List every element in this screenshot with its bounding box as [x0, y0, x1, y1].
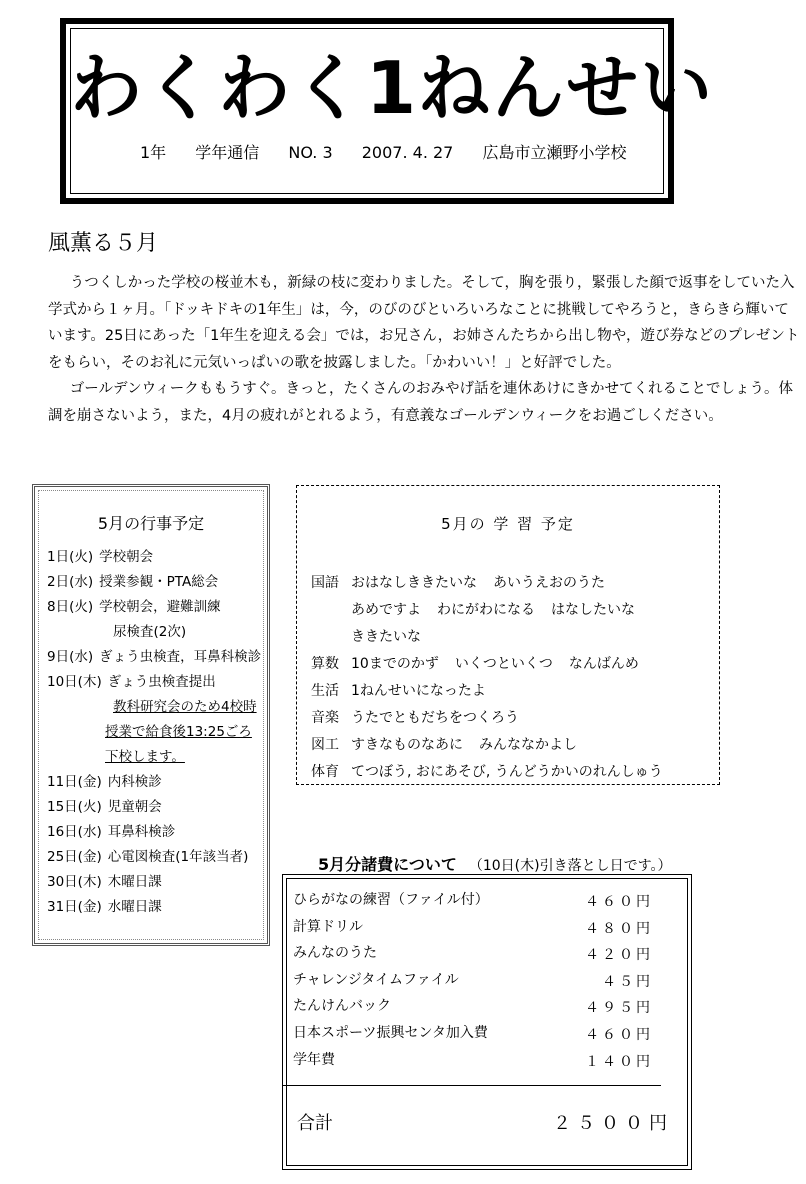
event-date: 9日(水) — [47, 649, 94, 665]
event-date: 25日(金) — [47, 849, 102, 865]
issue-number: NO. 3 — [288, 143, 333, 162]
event-date: 11日(金) — [47, 774, 102, 790]
list-item — [311, 597, 711, 624]
fee-name: 日本スポーツ振興センタ加入費 — [293, 1024, 488, 1041]
event-text: 水曜日課 — [107, 899, 162, 915]
list-item — [47, 870, 267, 895]
school-name: 広島市立瀬野小学校 — [482, 143, 627, 162]
events-list — [47, 545, 267, 920]
fees-box — [282, 874, 692, 1170]
lesson-text: てつぼう, おにあそび, うんどうかいのれんしゅう — [351, 764, 663, 780]
fee-row — [293, 887, 653, 914]
event-text: 尿検査(2次) — [113, 624, 187, 640]
event-text: 下校します。 — [105, 749, 185, 765]
event-text: 児童朝会 — [107, 799, 162, 815]
lesson-text: 1ねんせいになったよ — [351, 683, 486, 699]
fee-row — [293, 967, 653, 994]
list-item — [311, 651, 711, 678]
lesson-text: うたでともだちをつくろう — [351, 710, 519, 726]
list-item — [311, 624, 711, 651]
lesson-text: おはなしききたいな — [351, 575, 477, 591]
lesson-text: みんななかよし — [479, 737, 577, 753]
intro-text — [48, 270, 800, 429]
lesson-text: ききたいな — [351, 629, 421, 645]
lesson-text: いくつといくつ — [454, 656, 553, 672]
fees-note: （10日(木)引き落とし日です。） — [468, 858, 672, 874]
total-divider — [283, 1085, 661, 1086]
study-title: 5月の 学 習 予定 — [441, 515, 575, 533]
subject-label: 図工 — [311, 737, 339, 753]
event-text: 木曜日課 — [107, 874, 162, 890]
fees-title: 5月分諸費について — [318, 855, 457, 874]
list-item — [47, 795, 267, 820]
event-date: 8日(火) — [47, 599, 94, 615]
event-text: 内科検診 — [107, 774, 162, 790]
subject-label: 音楽 — [311, 710, 339, 726]
fee-name: チャレンジタイムファイル — [293, 971, 459, 988]
list-item — [47, 545, 267, 570]
events-box — [32, 484, 270, 946]
event-date: 1日(火) — [47, 549, 94, 565]
fee-name: みんなのうた — [293, 945, 377, 962]
fee-row — [293, 993, 653, 1020]
newsletter-type: 学年通信 — [195, 143, 260, 162]
study-list — [311, 570, 711, 786]
list-item — [47, 595, 267, 620]
grade-label: 1年 — [140, 143, 167, 162]
lesson-text: なんばんめ — [568, 656, 639, 672]
list-item — [47, 645, 267, 670]
list-item — [47, 620, 267, 645]
fees-list — [293, 887, 653, 1073]
lesson-text: 10までのかず — [351, 656, 439, 672]
list-item — [311, 678, 711, 705]
intro-heading: 風薫る５月 — [48, 231, 159, 256]
total-amount: ２５００円 — [553, 1113, 673, 1134]
subject-label: 体育 — [311, 764, 339, 780]
lesson-text: わにがわになる — [437, 602, 535, 618]
event-date: 2日(水) — [47, 574, 94, 590]
event-date: 30日(木) — [47, 874, 102, 890]
fee-name: 計算ドリル — [293, 918, 363, 935]
event-text: 学校朝会 — [99, 549, 154, 565]
list-item — [47, 720, 267, 745]
list-item — [47, 820, 267, 845]
fee-row — [293, 940, 653, 967]
event-text: 授業参観・PTA総会 — [99, 574, 219, 590]
event-text: 耳鼻科検診 — [107, 824, 176, 840]
study-plan-box — [296, 485, 720, 785]
list-item — [47, 770, 267, 795]
event-date: 31日(金) — [47, 899, 102, 915]
fee-name: たんけんバック — [293, 998, 391, 1015]
list-item — [311, 705, 711, 732]
list-item — [311, 759, 711, 786]
fee-row — [293, 1020, 653, 1047]
event-text: 学校朝会，避難訓練 — [99, 599, 221, 615]
subject-label: 国語 — [311, 575, 339, 591]
fee-name: ひらがなの練習（ファイル付） — [293, 892, 489, 908]
fee-amount: ４６０円 — [585, 894, 653, 910]
lesson-text: あいうえおのうた — [493, 575, 605, 591]
subject-label: 算数 — [311, 656, 339, 672]
event-date: 15日(火) — [47, 799, 102, 815]
fee-row — [293, 1047, 653, 1074]
list-item — [47, 570, 267, 595]
event-date: 16日(水) — [47, 824, 102, 840]
fee-amount: ４５円 — [602, 973, 653, 990]
list-item — [47, 695, 267, 720]
lesson-text: はなしたいな — [551, 602, 635, 618]
event-text: 授業で給食後13:25ごろ — [105, 724, 252, 740]
fee-amount: １４０円 — [585, 1053, 653, 1070]
list-item — [47, 895, 267, 920]
fees-heading — [318, 852, 671, 875]
fee-row — [293, 914, 653, 941]
event-text: ぎょう虫検査提出 — [107, 674, 216, 690]
intro-paragraph: ゴールデンウィークももうすぐ。きっと，たくさんのおみやげ話を連休あけにきかせてくれることでしょう。体調を崩さないよう，また，4月の疲れがとれるよう，有意義なゴールデンウィークをお過ごしください。 — [48, 381, 794, 424]
lesson-text: あめですよ — [351, 602, 421, 618]
event-text: 教科研究会のため4校時 — [113, 699, 257, 715]
fee-amount: ４６０円 — [585, 1026, 653, 1043]
list-item — [47, 745, 267, 770]
event-text: ぎょう虫検査，耳鼻科検診 — [99, 649, 262, 665]
event-date: 10日(木) — [47, 674, 102, 690]
fee-amount: ４８０円 — [585, 920, 653, 937]
list-item — [311, 570, 711, 597]
fee-name: 学年費 — [293, 1051, 335, 1068]
fee-amount: ４２０円 — [585, 947, 653, 964]
events-title: 5月の行事予定 — [97, 514, 205, 533]
intro-paragraph: うつくしかった学校の桜並木も，新緑の枝に変わりました。そして，胸を張り，緊張した顔で返事をしていた入学式から１ヶ月。「ドッキドキの1年生」は，今，のびのびといろいろなことに挑戦してやろうと，きらきら輝いています。25日にあった「1年生を迎える会」では，お兄さん，お姉さんたちから出し物や，遊び券などのプレゼントをもらい，そのお礼に元気いっぱいの歌を披露しました。「かわいい！」と好評でした。 — [48, 275, 800, 371]
subject-label: 生活 — [311, 683, 339, 699]
list-item — [47, 845, 267, 870]
total-label: 合計 — [297, 1113, 333, 1134]
list-item — [311, 732, 711, 759]
list-item — [47, 670, 267, 695]
fee-amount: ４９５円 — [585, 1000, 653, 1017]
issue-date: 2007. 4. 27 — [361, 143, 454, 162]
header-info-line — [140, 140, 680, 163]
event-text: 心電図検査(1年該当者) — [107, 849, 249, 865]
newsletter-title: わくわく1ねんせい — [70, 46, 715, 130]
lesson-text: すきなものなあに — [351, 737, 463, 753]
